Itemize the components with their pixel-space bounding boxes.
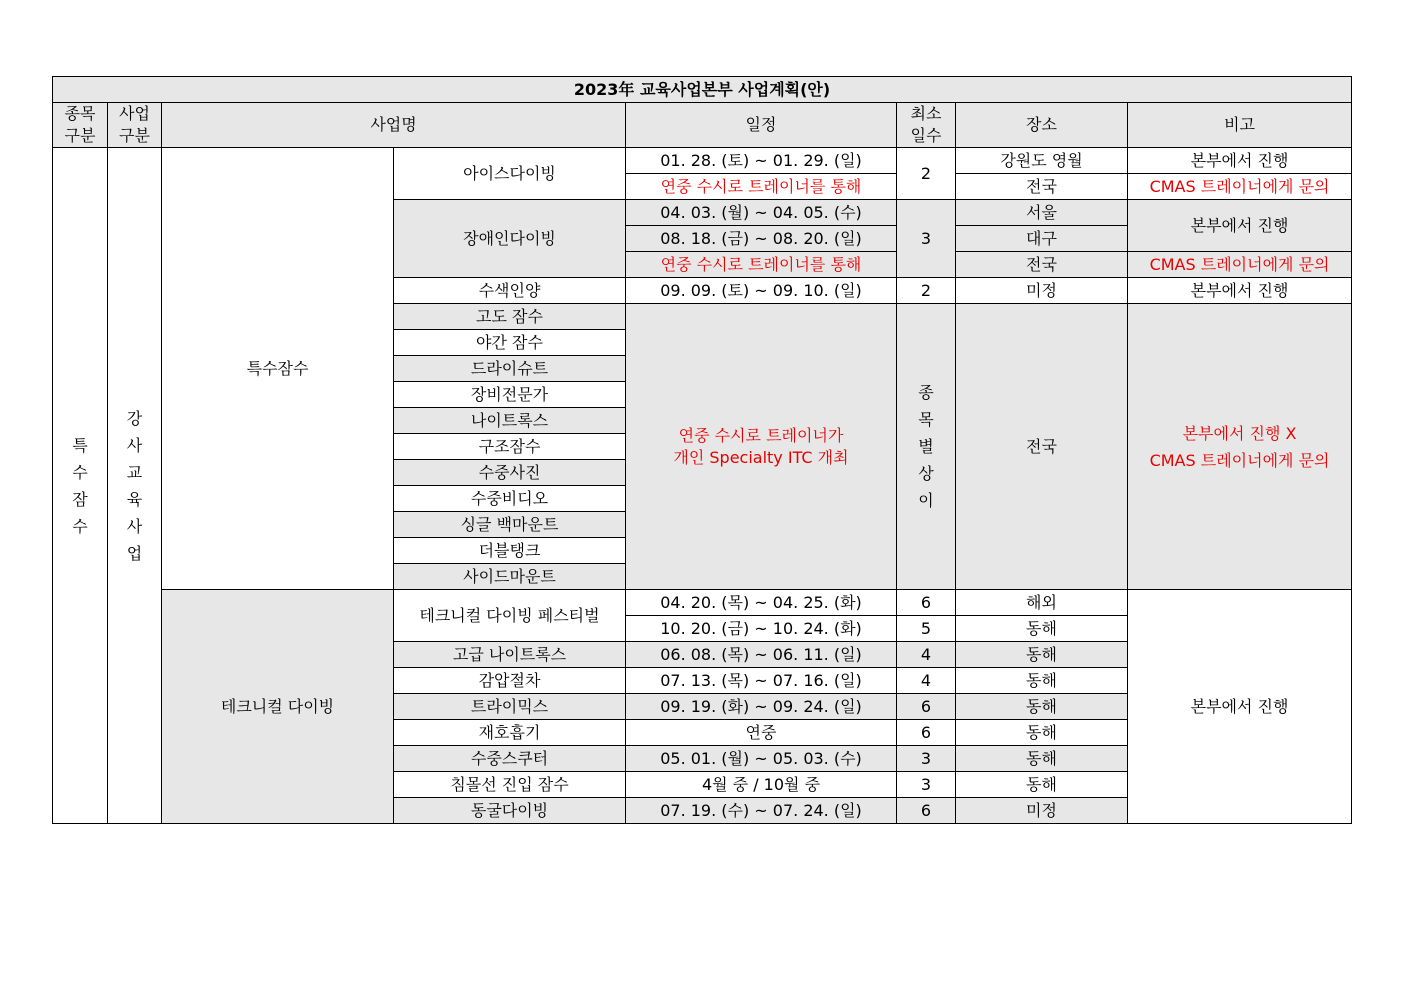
specialty-course: 구조잠수 [394,434,626,460]
schedule-cell: 01. 28. (토) ~ 01. 29. (일) [626,148,897,174]
specialty-days: 종 목 별 상 이 [897,304,956,590]
schedule-cell: 09. 09. (토) ~ 09. 10. (일) [626,278,897,304]
course-search-recovery: 수색인양 [394,278,626,304]
schedule-cell: 06. 08. (목) ~ 06. 11. (일) [626,642,897,668]
days-cell: 6 [897,798,956,824]
schedule-cell: 08. 18. (금) ~ 08. 20. (일) [626,226,897,252]
place-cell: 대구 [956,226,1128,252]
schedule-cell: 4월 중 / 10월 중 [626,772,897,798]
schedule-cell: 07. 13. (목) ~ 07. 16. (일) [626,668,897,694]
header-schedule: 일정 [626,103,897,148]
place-cell: 동해 [956,642,1128,668]
days-cell: 6 [897,590,956,616]
place-cell: 서울 [956,200,1128,226]
table-title: 2023年 교육사업본부 사업계획(안) [53,77,1352,103]
course-name: 고급 나이트록스 [394,642,626,668]
place-cell: 동해 [956,616,1128,642]
days-cell: 3 [897,200,956,278]
course-name: 재호흡기 [394,720,626,746]
days-cell: 4 [897,668,956,694]
place-cell: 해외 [956,590,1128,616]
schedule-cell: 연중 [626,720,897,746]
schedule-cell: 연중 수시로 트레이너를 통해 [626,174,897,200]
specialty-place: 전국 [956,304,1128,590]
days-cell: 5 [897,616,956,642]
specialty-course: 사이드마운트 [394,564,626,590]
business-category-cell: 강 사 교 육 사 업 [108,148,162,824]
header-sport-category: 종목 구분 [53,103,108,148]
technical-note: 본부에서 진행 [1128,590,1352,824]
course-name: 침몰선 진입 잠수 [394,772,626,798]
place-cell: 미정 [956,798,1128,824]
course-name: 수중스쿠터 [394,746,626,772]
course-disabled-diving: 장애인다이빙 [394,200,626,278]
course-name: 동굴다이빙 [394,798,626,824]
course-tech-festival: 테크니컬 다이빙 페스티벌 [394,590,626,642]
specialty-course: 수중비디오 [394,486,626,512]
note-cell: CMAS 트레이너에게 문의 [1128,174,1352,200]
specialty-course: 싱글 백마운트 [394,512,626,538]
days-cell: 6 [897,720,956,746]
place-cell: 동해 [956,720,1128,746]
course-name: 감압절차 [394,668,626,694]
days-cell: 4 [897,642,956,668]
specialty-schedule: 연중 수시로 트레이너가 개인 Specialty ITC 개최 [626,304,897,590]
note-cell: 본부에서 진행 [1128,148,1352,174]
schedule-cell: 04. 20. (목) ~ 04. 25. (화) [626,590,897,616]
specialty-course: 야간 잠수 [394,330,626,356]
specialty-course: 장비전문가 [394,382,626,408]
schedule-cell: 05. 01. (월) ~ 05. 03. (수) [626,746,897,772]
course-ice-diving: 아이스다이빙 [394,148,626,200]
place-cell: 전국 [956,174,1128,200]
header-business-category: 사업 구분 [108,103,162,148]
course-name: 트라이믹스 [394,694,626,720]
schedule-cell: 09. 19. (화) ~ 09. 24. (일) [626,694,897,720]
specialty-course: 나이트록스 [394,408,626,434]
schedule-cell: 07. 19. (수) ~ 07. 24. (일) [626,798,897,824]
days-cell: 2 [897,148,956,200]
place-cell: 동해 [956,668,1128,694]
specialty-note: 본부에서 진행 X CMAS 트레이너에게 문의 [1128,304,1352,590]
header-min-days: 최소 일수 [897,103,956,148]
note-cell: CMAS 트레이너에게 문의 [1128,252,1352,278]
place-cell: 동해 [956,772,1128,798]
header-note: 비고 [1128,103,1352,148]
specialty-course: 수중사진 [394,460,626,486]
group-technical-diving: 테크니컬 다이빙 [162,590,394,824]
specialty-course: 드라이슈트 [394,356,626,382]
sport-category-cell: 특 수 잠 수 [53,148,108,824]
header-row [53,103,1352,148]
note-cell: 본부에서 진행 [1128,200,1352,252]
header-business-name: 사업명 [162,103,626,148]
days-cell: 3 [897,746,956,772]
header-place: 장소 [956,103,1128,148]
group-special-diving: 특수잠수 [162,148,394,590]
schedule-cell: 연중 수시로 트레이너를 통해 [626,252,897,278]
days-cell: 2 [897,278,956,304]
schedule-cell: 04. 03. (월) ~ 04. 05. (수) [626,200,897,226]
place-cell: 미정 [956,278,1128,304]
place-cell: 동해 [956,694,1128,720]
place-cell: 전국 [956,252,1128,278]
note-cell: 본부에서 진행 [1128,278,1352,304]
business-plan-table [52,76,1352,824]
days-cell: 3 [897,772,956,798]
specialty-course: 고도 잠수 [394,304,626,330]
schedule-cell: 10. 20. (금) ~ 10. 24. (화) [626,616,897,642]
days-cell: 6 [897,694,956,720]
place-cell: 동해 [956,746,1128,772]
place-cell: 강원도 영월 [956,148,1128,174]
specialty-course: 더블탱크 [394,538,626,564]
